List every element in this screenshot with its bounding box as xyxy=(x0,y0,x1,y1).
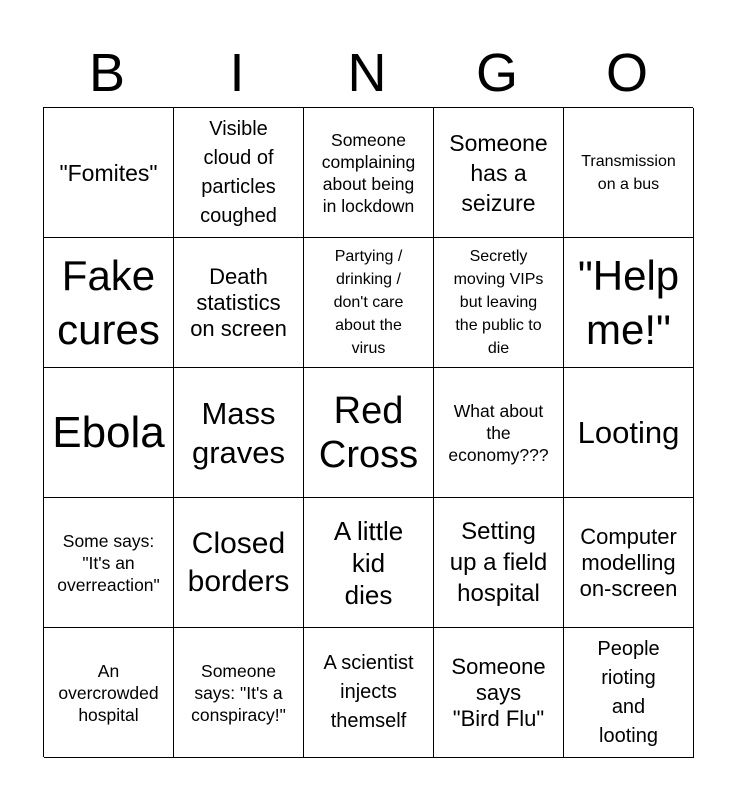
cell-text: Someone says: "It's a conspiracy!" xyxy=(191,660,286,725)
bingo-cell[interactable] xyxy=(44,628,174,758)
bingo-cell[interactable] xyxy=(564,498,694,628)
bingo-cell[interactable] xyxy=(304,628,434,758)
bingo-cell[interactable] xyxy=(434,498,564,628)
bingo-cell[interactable] xyxy=(564,368,694,498)
bingo-cell[interactable] xyxy=(434,628,564,758)
bingo-cell[interactable] xyxy=(44,368,174,498)
header-letter-i: I xyxy=(229,43,247,103)
cell-text: Fake cures xyxy=(57,251,160,353)
cell-text: People rioting and looting xyxy=(597,637,660,747)
bingo-cell[interactable] xyxy=(434,368,564,498)
bingo-cell[interactable] xyxy=(174,628,304,758)
bingo-cell[interactable] xyxy=(174,108,304,238)
bingo-cell[interactable] xyxy=(304,108,434,238)
bingo-cell[interactable] xyxy=(564,238,694,368)
cell-text: A scientist injects themself xyxy=(323,652,414,732)
cell-text: What about the economy??? xyxy=(448,400,549,465)
bingo-cell[interactable] xyxy=(304,498,434,628)
bingo-cell[interactable] xyxy=(44,238,174,368)
bingo-cell[interactable] xyxy=(564,108,694,238)
header-letter-n: N xyxy=(347,43,389,103)
cell-text: Ebola xyxy=(52,407,165,457)
cell-text: Computer modelling on-screen xyxy=(579,523,678,601)
cell-text: Someone complaining about being in lockdown xyxy=(321,129,416,216)
bingo-cell[interactable] xyxy=(174,498,304,628)
cell-text: A little kid dies xyxy=(333,515,404,610)
cell-text: Visible cloud of particles coughed xyxy=(200,117,277,227)
header-letter-g: G xyxy=(475,43,520,103)
bingo-grid xyxy=(43,107,693,757)
cell-text: Some says: "It's an overreaction" xyxy=(57,530,160,595)
cell-text: Mass graves xyxy=(191,395,286,470)
cell-text: "Fomites" xyxy=(59,159,158,186)
header-letter-b: B xyxy=(88,43,128,103)
bingo-cell[interactable] xyxy=(304,238,434,368)
cell-text: Death statistics on screen xyxy=(190,263,287,341)
header-letter-o: O xyxy=(605,43,650,103)
bingo-cell[interactable] xyxy=(174,238,304,368)
cell-text: "Help me!" xyxy=(577,251,680,353)
cell-text: Someone has a seizure xyxy=(449,129,548,216)
cell-text: An overcrowded hospital xyxy=(58,660,159,725)
bingo-cell[interactable] xyxy=(434,238,564,368)
cell-text: Someone says "Bird Flu" xyxy=(451,653,546,731)
cell-text: Looting xyxy=(577,415,680,450)
cell-text: Secretly moving VIPs but leaving the public to die xyxy=(453,248,544,357)
cell-text: Transmission on a bus xyxy=(581,152,676,193)
cell-text: Closed borders xyxy=(187,526,290,598)
bingo-header xyxy=(43,40,693,106)
cell-text: Red Cross xyxy=(318,389,419,476)
bingo-cell[interactable] xyxy=(44,108,174,238)
bingo-cell[interactable] xyxy=(564,628,694,758)
cell-text: Setting up a field hospital xyxy=(449,518,548,607)
bingo-cell[interactable] xyxy=(44,498,174,628)
bingo-cell[interactable] xyxy=(174,368,304,498)
bingo-cell[interactable] xyxy=(304,368,434,498)
bingo-cell[interactable] xyxy=(434,108,564,238)
cell-text: Partying / drinking / don't care about the virus xyxy=(333,248,404,357)
